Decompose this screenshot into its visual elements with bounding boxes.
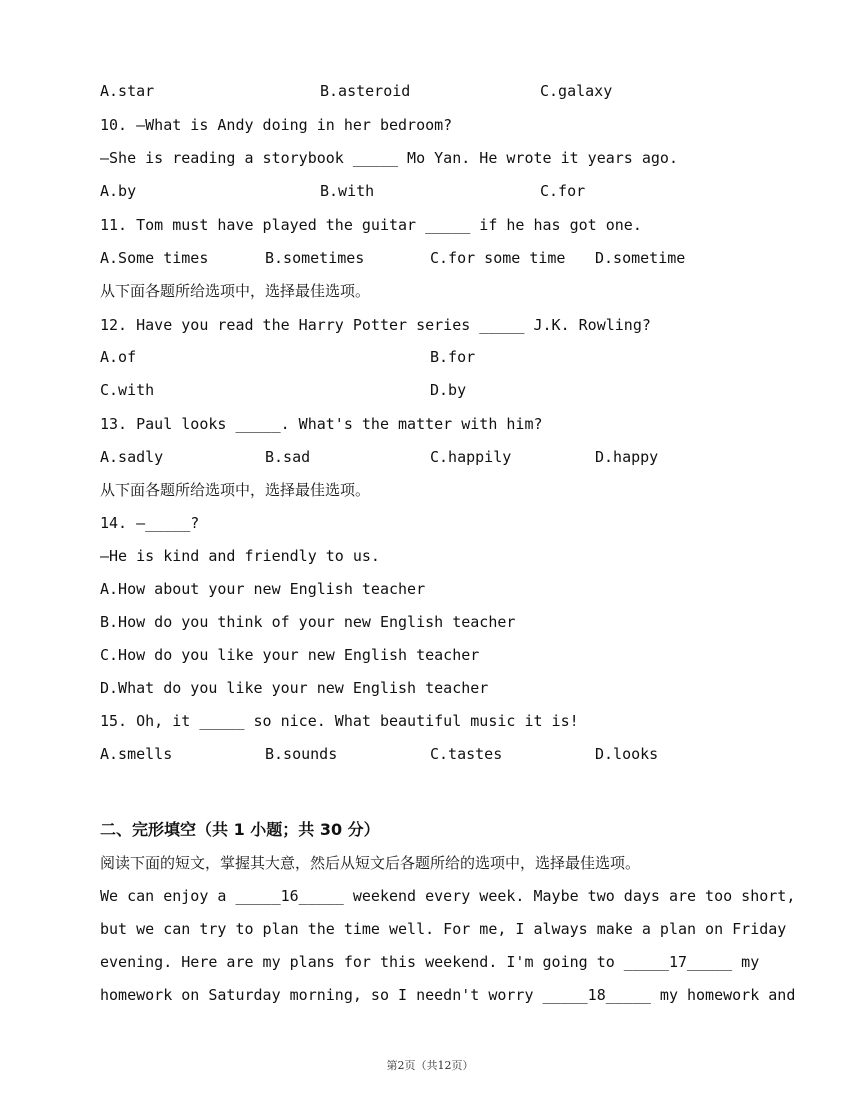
q14-stem: 14. —_____? [100, 514, 200, 532]
q11-option-b: B.sometimes [265, 249, 365, 267]
q10-stem2: —She is reading a storybook _____ Mo Yan. He wrote it years ago. [100, 149, 678, 167]
q10-stem: 10. —What is Andy doing in her bedroom? [100, 116, 453, 134]
q11-option-d: D.sometime [595, 249, 686, 267]
q10-option-b: B.with [320, 182, 375, 200]
q9-option-b: B.asteroid [320, 82, 411, 100]
instruction-1: 从下面各题所给选项中，选择最佳选项。 [100, 282, 371, 300]
section2-heading: 二、完形填空（共 1 小题；共 30 分） [100, 820, 380, 839]
q10-option-a: A.by [100, 182, 137, 200]
q12-option-a: A.of [100, 348, 137, 366]
q13-option-d: D.happy [595, 448, 659, 466]
q12-option-c: C.with [100, 381, 155, 399]
q13-option-c: C.happily [430, 448, 512, 466]
section2-instruction: 阅读下面的短文，掌握其大意，然后从短文后各题所给的选项中，选择最佳选项。 [100, 854, 641, 872]
q13-stem: 13. Paul looks _____. What's the matter with him? [100, 415, 543, 433]
q15-stem: 15. Oh, it _____ so nice. What beautiful music it is! [100, 712, 579, 730]
q11-option-a: A.Some times [100, 249, 209, 267]
q12-stem: 12. Have you read the Harry Potter series _____ J.K. Rowling? [100, 316, 651, 334]
q14-option-a: A.How about your new English teacher [100, 580, 426, 598]
q15-option-d: D.looks [595, 745, 659, 763]
q9-option-c: C.galaxy [540, 82, 613, 100]
passage-line: We can enjoy a _____16_____ weekend every week. Maybe two days are too short, [100, 887, 796, 905]
q15-option-a: A.smells [100, 745, 173, 763]
q9-option-a: A.star [100, 82, 155, 100]
q12-option-b: B.for [430, 348, 476, 366]
q14-option-d: D.What do you like your new English teacher [100, 679, 489, 697]
passage-line: homework on Saturday morning, so I needn't worry _____18_____ my homework and [100, 986, 796, 1004]
passage-line: but we can try to plan the time well. For me, I always make a plan on Friday [100, 920, 787, 938]
q14-stem2: —He is kind and friendly to us. [100, 547, 380, 565]
instruction-2: 从下面各题所给选项中，选择最佳选项。 [100, 481, 371, 499]
q14-option-b: B.How do you think of your new English teacher [100, 613, 516, 631]
q14-option-c: C.How do you like your new English teacher [100, 646, 480, 664]
q11-stem: 11. Tom must have played the guitar _____ if he has got one. [100, 216, 642, 234]
q12-option-d: D.by [430, 381, 467, 399]
q15-option-b: B.sounds [265, 745, 338, 763]
q10-option-c: C.for [540, 182, 586, 200]
page-footer: 第2页（共12页） [386, 1059, 474, 1072]
passage-line: evening. Here are my plans for this weekend. I'm going to _____17_____ my [100, 953, 760, 971]
q11-option-c: C.for some time [430, 249, 566, 267]
q13-option-a: A.sadly [100, 448, 164, 466]
q13-option-b: B.sad [265, 448, 311, 466]
q15-option-c: C.tastes [430, 745, 503, 763]
